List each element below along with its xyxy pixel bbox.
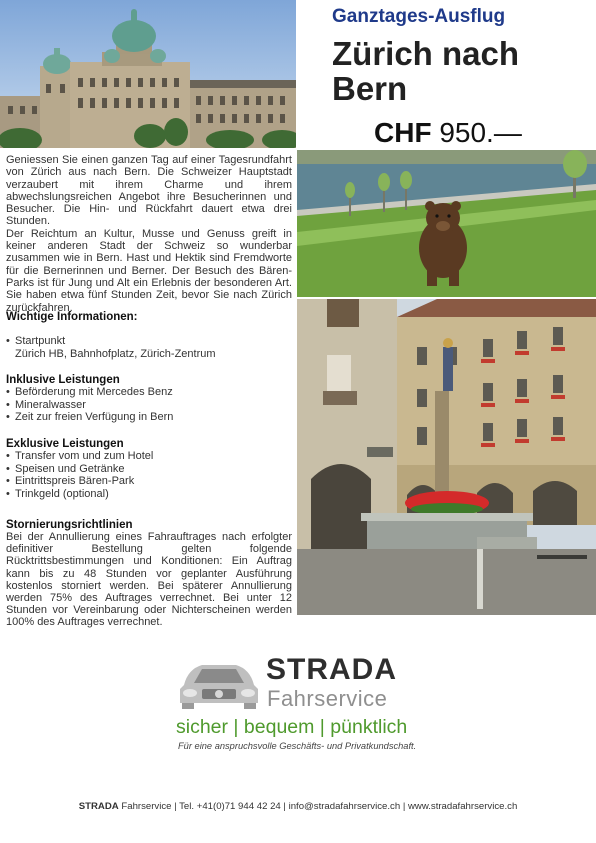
cancellation-section [6, 519, 292, 628]
exclusive-heading: Exklusive Leistungen [6, 438, 124, 450]
footer-brand: STRADA [78, 801, 119, 812]
list-item: • Zeit zur freien Verfügung in Bern [6, 411, 292, 424]
inclusive-heading: Inklusive Leistungen [6, 374, 120, 386]
bear-park-photo [297, 150, 596, 297]
list-item: • Mineralwasser [6, 399, 292, 412]
list-item: • Trinkgeld (optional) [6, 488, 292, 501]
info-heading: Wichtige Informationen: [6, 311, 138, 323]
cancellation-heading: Stornierungsrichtlinien [6, 519, 133, 531]
start-value: Zürich HB, Bahnhofplatz, Zürich-Zentrum [15, 347, 216, 360]
info-section [6, 311, 292, 360]
slogan: sicher | bequem | pünktlich [176, 716, 408, 738]
list-item: • Transfer vom und zum Hotel [6, 450, 292, 463]
list-item: • Eintrittspreis Bären-Park [6, 475, 292, 488]
intro-paragraph-2: Der Reichtum an Kultur, Musse und Genuss greift in keiner anderen Stadt der Schweiz so wunderbar zusammen wie in Bern. Hast und Hektik sind Fremdworte für die Bernerinnen und Berner. Der Besuch des Bären-Parks ist für Jung und Alt ein Erlebnis der besonderen Art. Sie haben etwa fünf Stunden Zeit, bevor Sie nach Zürich zurückfahren. [6, 227, 292, 314]
cancellation-text: Bei der Annullierung eines Fahrauftrages nach erfolgter definitiver Bestellung gelten folgende Rücktrittsbestimmungen und Konditionen: Ein Auftrag kann bis zu 48 Stunden vor geplanter Ausführung kostenlos storniert werden. Bei späterer Annullierung werden 75% des Auftrages verrechnet. Bei unter 12 Stunden vor Vereinbarung oder Nichterscheinen werden 100% des Auftrages verrechnet. [6, 531, 292, 628]
price [374, 117, 522, 149]
brand-subtitle: Fahrservice [267, 686, 388, 711]
price-currency: CHF [374, 117, 432, 148]
brand-name: STRADA [266, 653, 397, 686]
tagline: Für eine anspruchsvolle Geschäfts- und Privatkundschaft. [178, 741, 417, 751]
tour-kicker: Ganztages-Ausflug [332, 6, 506, 27]
old-town-fountain-photo [297, 299, 596, 615]
federal-palace-photo [0, 0, 296, 148]
intro-text [6, 154, 292, 314]
price-value: 950.— [439, 117, 522, 148]
page-title [332, 36, 592, 106]
car-logo-icon [176, 655, 262, 711]
list-item: • Beförderung mit Mercedes Benz [6, 386, 292, 399]
intro-paragraph-1: Geniessen Sie einen ganzen Tag auf einer Tagesrundfahrt von Zürich aus nach Bern. Die Schweizer Hauptstadt verzaubert mit ihrem Charme und ihrem abwechslungsreichen Angebot ihre Besucherinnen und Besucher. Die Hin- und Rückfahrt dauert etwa drei Stunden. [6, 154, 292, 228]
footer-contact [0, 801, 596, 812]
footer-details: Fahrservice | Tel. +41(0)71 944 42 24 | info@stradafahrservice.ch | www.stradafahrservice.ch [118, 801, 518, 812]
title-line-1: Zürich nach [332, 35, 520, 72]
exclusive-section [6, 438, 292, 501]
title-line-2: Bern [332, 70, 408, 107]
start-label: • Startpunkt [6, 335, 292, 348]
inclusive-section [6, 374, 292, 424]
list-item: • Speisen und Getränke [6, 463, 292, 476]
